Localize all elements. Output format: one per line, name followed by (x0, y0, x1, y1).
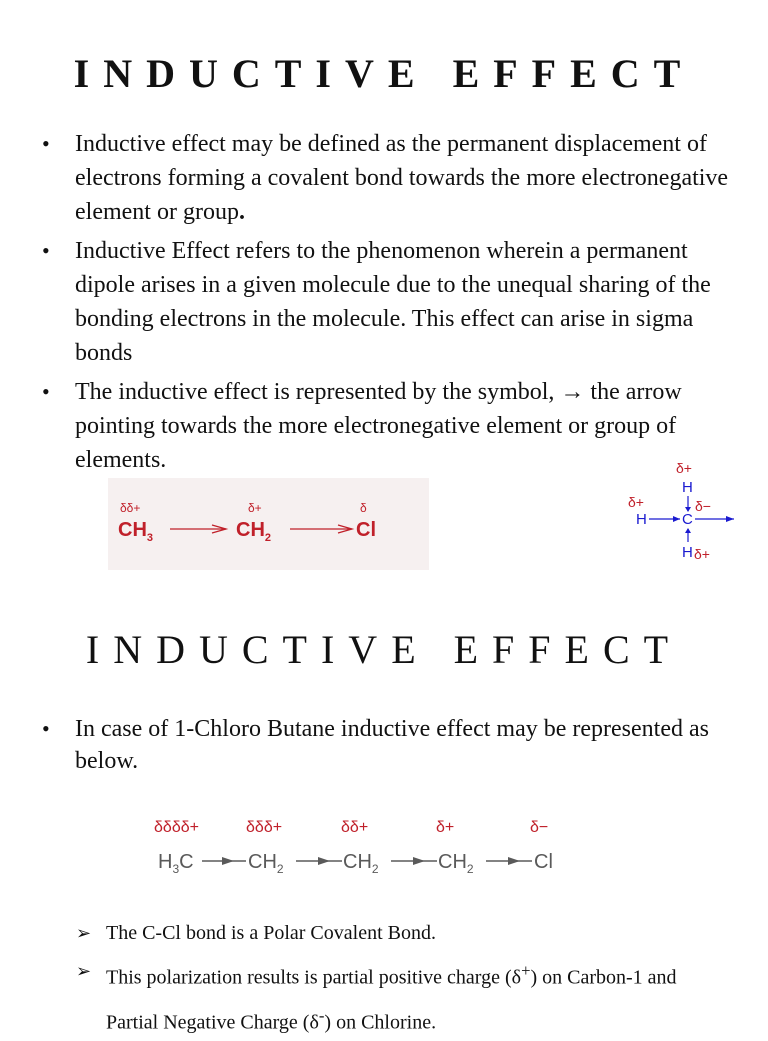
arrow-head (726, 516, 734, 522)
atom-c: C (682, 511, 693, 528)
slide2-bullet-list (40, 713, 750, 782)
atom-h: H (636, 511, 647, 528)
slide1-bullet-list (40, 127, 750, 482)
arrow-head (685, 528, 691, 533)
charge-label: δ+ (676, 460, 692, 476)
atom-h: H (682, 479, 693, 496)
group-ch2: $CH_2$ (236, 519, 272, 544)
atom-h: H (682, 544, 693, 561)
arrow-bullet-icon: ➢ (76, 923, 92, 943)
slide2-subpoint-list (76, 914, 726, 1041)
group-ch2: $CH_2$ (343, 851, 379, 876)
bullet-icon: • (42, 379, 50, 404)
charge-label: δ+ (628, 494, 644, 510)
list-item: ➢ This polarization results is partial positive charge (δ+) on Carbon-1 and Partial Negative Charge (δ-) on Chlorine. (76, 952, 726, 1041)
bullet-icon: • (42, 716, 50, 741)
arrow-head (673, 516, 680, 522)
arrow-head (318, 857, 330, 865)
charge-label: δ (360, 501, 367, 515)
charge-structure-figure (616, 454, 746, 564)
charge-label: δδδδ+ (154, 819, 199, 836)
list-item: • In case of 1-Chloro Butane inductive effect may be represented as below. (40, 713, 750, 777)
charge-label: δδ+ (341, 819, 369, 836)
charge-label: δ− (530, 819, 549, 836)
group-ch2: $CH_2$ (248, 851, 284, 876)
list-item: • Inductive Effect refers to the phenomenon wherein a permanent dipole arises in a given molecule due to the unequal sharing of the bonding electrons in the molecule. This effect can arise in sigma bonds (40, 234, 750, 370)
group-h3c: $H_3C$ (158, 851, 194, 876)
list-item: • Inductive effect may be defined as the permanent displacement of electrons forming a covalent bond towards the more electronegative element or group. (40, 127, 750, 229)
list-item: • The inductive effect is represented by the symbol, → the arrow pointing towards the more electronegative element or group of elements. (40, 375, 750, 477)
list-item: ➢ The C-Cl bond is a Polar Covalent Bond. (76, 914, 726, 952)
group-cl: Cl (534, 851, 553, 873)
arrow-head (222, 857, 234, 865)
bullet-icon: • (42, 131, 50, 156)
charge-label: δδδ+ (246, 819, 283, 836)
slide2-title: INDUCTIVE EFFECT (85, 627, 683, 672)
slide1-title: INDUCTIVE EFFECT (73, 51, 695, 96)
group-cl: Cl (356, 519, 376, 541)
arrow-head (413, 857, 425, 865)
bullet-icon: • (42, 238, 50, 263)
charge-label: δδ+ (120, 501, 141, 515)
chlorobutane-chain-figure (150, 808, 560, 880)
arrow-head (508, 857, 520, 865)
charge-label: δ+ (694, 546, 710, 562)
charge-label: δ+ (436, 819, 455, 836)
charge-label: δ− (695, 498, 711, 514)
chloroethane-figure (108, 478, 429, 570)
charge-label: δ+ (248, 501, 262, 515)
group-ch3: $CH_3$ (118, 519, 154, 544)
arrow-bullet-icon: ➢ (76, 961, 92, 981)
group-ch2: $CH_2$ (438, 851, 474, 876)
